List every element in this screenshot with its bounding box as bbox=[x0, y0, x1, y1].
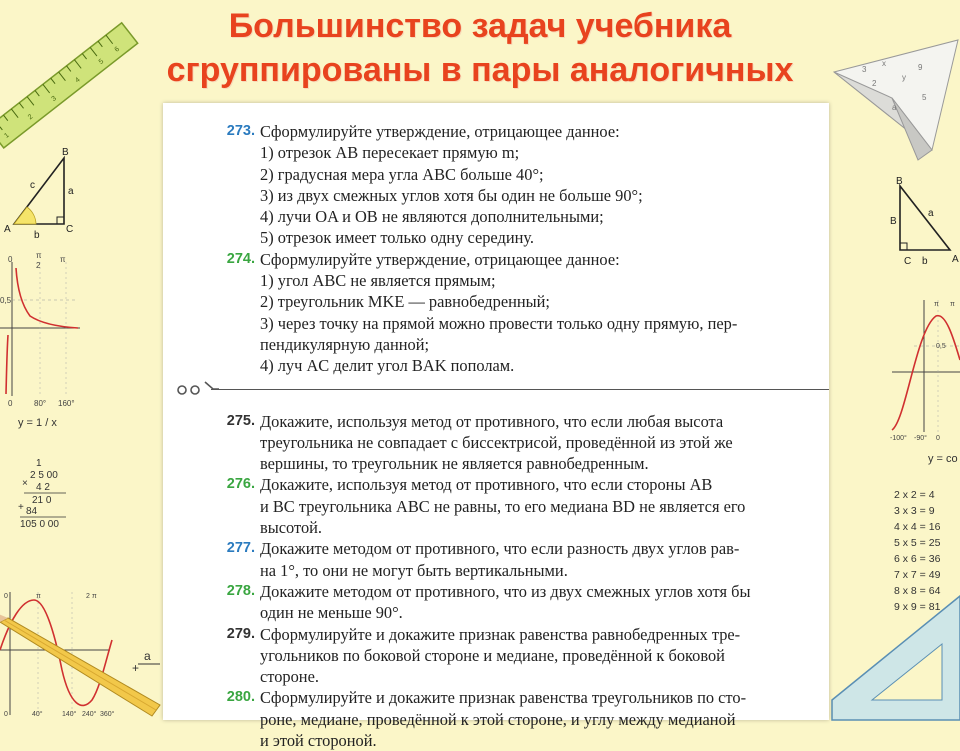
plane-number: x bbox=[882, 59, 886, 68]
tick-label: 80° bbox=[34, 399, 47, 408]
tick-label: π bbox=[36, 593, 41, 600]
task-line: 4) лучи OA и OB не являются дополнительными; bbox=[260, 207, 604, 227]
ruler-tick-label: 6 bbox=[113, 45, 121, 54]
plane-number: 2 bbox=[872, 79, 877, 88]
plane-number: 5 bbox=[922, 93, 927, 102]
task-line: угольников по боковой стороне и медиане, проведённой к боковой bbox=[260, 645, 725, 665]
function-label: y = 1 / x bbox=[18, 417, 57, 429]
task-line: Сформулируйте и докажите признак равенства треугольников по сто- bbox=[260, 688, 747, 708]
task-item bbox=[163, 411, 829, 475]
task-line: 5) отрезок имеет только одну середину. bbox=[260, 228, 535, 248]
tick-label: -100° bbox=[890, 435, 907, 442]
plane-number: 9 bbox=[918, 63, 923, 72]
textbook-page bbox=[163, 103, 829, 751]
tick-label: 0 bbox=[8, 399, 13, 408]
task-item bbox=[163, 474, 829, 538]
side-label: b bbox=[34, 230, 40, 241]
fraction-sign: + bbox=[132, 661, 140, 675]
task-line: и BC треугольника ABC не равны, то его медиана BD не является его bbox=[260, 496, 746, 516]
task-number: 280. bbox=[226, 689, 255, 706]
task-line: один не меньше 90°. bbox=[260, 603, 403, 623]
task-line: Докажите методом от противного, что если разность двух углов рав- bbox=[260, 539, 740, 559]
task-line: Докажите, используя метод от противного, что если любая высота bbox=[260, 411, 724, 431]
vertex-label: B bbox=[62, 147, 69, 158]
task-line: Докажите, используя метод от противного, что если стороны AB bbox=[260, 475, 713, 495]
vertex-label: B bbox=[890, 216, 897, 227]
task-line: роне, медиане, проведённой к этой стороне, и углу между медианой bbox=[260, 709, 736, 729]
tick-label: π bbox=[934, 301, 939, 308]
task-item bbox=[163, 538, 829, 581]
triangle-icon bbox=[4, 147, 74, 241]
squares-row: 3 x 3 = 9 bbox=[894, 505, 935, 517]
task-number: 278. bbox=[226, 582, 255, 599]
vertex-label: B bbox=[896, 176, 903, 187]
fraction-numerator: a bbox=[144, 649, 151, 663]
right-decorations bbox=[832, 0, 960, 720]
task-item bbox=[163, 121, 829, 249]
task-list bbox=[163, 121, 829, 751]
carry-digit: 1 bbox=[36, 458, 42, 469]
vertex-label: A bbox=[4, 224, 11, 235]
function-label: y = co bbox=[928, 453, 958, 465]
slide-title-line: Большинство задач учебника bbox=[228, 7, 732, 45]
task-line: Докажите методом от противного, что из двух смежных углов хотя бы bbox=[260, 581, 751, 601]
task-item bbox=[163, 249, 829, 377]
multiplication-row: 2 5 00 bbox=[30, 470, 58, 481]
squares-row: 2 x 2 = 4 bbox=[894, 489, 935, 501]
ruler-tick-label: 4 bbox=[74, 76, 82, 85]
task-line: вершины, то треугольник не является равнобедренным. bbox=[260, 454, 649, 474]
task-line: Сформулируйте утверждение, отрицающее данное: bbox=[260, 249, 620, 269]
section-divider bbox=[163, 381, 829, 411]
task-number: 276. bbox=[226, 476, 255, 493]
plane-number: 3 bbox=[862, 65, 867, 74]
side-label: b bbox=[922, 256, 928, 267]
slide-title-line: сгруппированы в пары аналогичных bbox=[166, 51, 794, 89]
task-line: 3) из двух смежных углов хотя бы один не больше 90°; bbox=[260, 185, 643, 205]
task-line: 4) луч AC делит угол BAK пополам. bbox=[260, 356, 515, 376]
task-line: высотой. bbox=[260, 518, 323, 538]
squares-row: 7 x 7 = 49 bbox=[894, 569, 941, 581]
task-line: 3) через точку на прямой можно провести только одну прямую, пер- bbox=[260, 313, 738, 333]
plane-number: y bbox=[902, 73, 906, 82]
slide-title bbox=[0, 4, 960, 92]
multiplication-row: 4 2 bbox=[36, 482, 50, 493]
ruler-tick-label: 2 bbox=[26, 113, 35, 122]
tick-label: 360° bbox=[100, 711, 115, 718]
squares-row: 8 x 8 = 64 bbox=[894, 585, 941, 597]
tick-label: 0 bbox=[8, 255, 13, 264]
tick-label: 40° bbox=[32, 711, 43, 718]
task-line: 2) градусная мера угла ABC больше 40°; bbox=[260, 164, 544, 184]
squares-table bbox=[894, 489, 941, 613]
task-number: 273. bbox=[226, 123, 255, 139]
tick-label: 0 bbox=[4, 711, 8, 718]
tick-label: 140° bbox=[62, 711, 77, 718]
task-line: Сформулируйте утверждение, отрицающее данное: bbox=[260, 122, 620, 141]
tick-label: π bbox=[60, 255, 66, 264]
squares-row: 9 x 9 = 81 bbox=[894, 601, 941, 613]
tick-label: 0,5 bbox=[0, 296, 12, 305]
side-label: c bbox=[30, 180, 35, 191]
tick-label: 0 bbox=[4, 593, 8, 600]
triangle-icon bbox=[890, 176, 959, 267]
plus-sign: + bbox=[18, 502, 24, 513]
tick-label: 160° bbox=[58, 399, 75, 408]
task-item bbox=[163, 624, 829, 688]
squares-row: 6 x 6 = 36 bbox=[894, 553, 941, 565]
squares-row: 4 x 4 = 16 bbox=[894, 521, 941, 533]
task-number: 275. bbox=[226, 412, 255, 429]
tick-label: 2 π bbox=[86, 593, 97, 600]
cosine-graph bbox=[890, 300, 960, 465]
multiplication-row: 105 0 00 bbox=[20, 519, 59, 530]
multiplication-row: 21 0 bbox=[32, 495, 52, 506]
tick-label: π bbox=[36, 251, 42, 260]
task-number: 279. bbox=[226, 625, 255, 642]
tick-label: -90° bbox=[914, 435, 927, 442]
divider-circles-icon bbox=[175, 381, 219, 399]
tick-label: 240° bbox=[82, 711, 97, 718]
squares-row: 5 x 5 = 25 bbox=[894, 537, 941, 549]
tick-label: 2 bbox=[36, 261, 41, 270]
fraction-example bbox=[132, 649, 160, 675]
vertex-label: A bbox=[952, 254, 959, 265]
times-sign: × bbox=[22, 478, 28, 489]
side-label: a bbox=[68, 186, 74, 197]
task-line: 1) отрезок AB пересекает прямую m; bbox=[260, 143, 520, 163]
ruler-tick-label: 3 bbox=[50, 94, 58, 103]
task-number: 274. bbox=[226, 250, 255, 267]
task-line: 1) угол ABC не является прямым; bbox=[260, 271, 496, 291]
left-decorations bbox=[0, 0, 160, 720]
plane-number: a bbox=[892, 103, 897, 112]
hyperbola-graph bbox=[0, 251, 80, 429]
vertex-label: C bbox=[904, 256, 912, 267]
multiplication-row: 84 bbox=[26, 506, 38, 517]
side-label: a bbox=[928, 208, 934, 219]
ruler-tick-label: 1 bbox=[3, 131, 11, 140]
tick-label: 0,5 bbox=[936, 343, 946, 350]
task-line: стороне. bbox=[260, 667, 319, 687]
tick-label: 0 bbox=[936, 435, 940, 442]
task-line: на 1°, то они не могут быть вертикальными. bbox=[260, 560, 568, 580]
set-square-icon bbox=[832, 596, 960, 720]
task-item bbox=[163, 581, 829, 624]
multiplication-example bbox=[18, 458, 66, 530]
task-line: треугольника не совпадает с биссектрисой, проведённой из этой же bbox=[260, 432, 733, 452]
task-line: и этой стороной. bbox=[260, 731, 377, 751]
tick-label: π bbox=[950, 301, 955, 308]
task-line: Сформулируйте и докажите признак равенства равнобедренных тре- bbox=[260, 624, 741, 644]
ruler-tick-label: 5 bbox=[97, 58, 106, 66]
vertex-label: C bbox=[66, 224, 74, 235]
task-line: 2) треугольник MKE — равнобедренный; bbox=[260, 292, 550, 312]
task-number: 277. bbox=[226, 540, 255, 557]
task-line: пендикулярную данной; bbox=[260, 334, 430, 354]
task-item bbox=[163, 687, 829, 751]
